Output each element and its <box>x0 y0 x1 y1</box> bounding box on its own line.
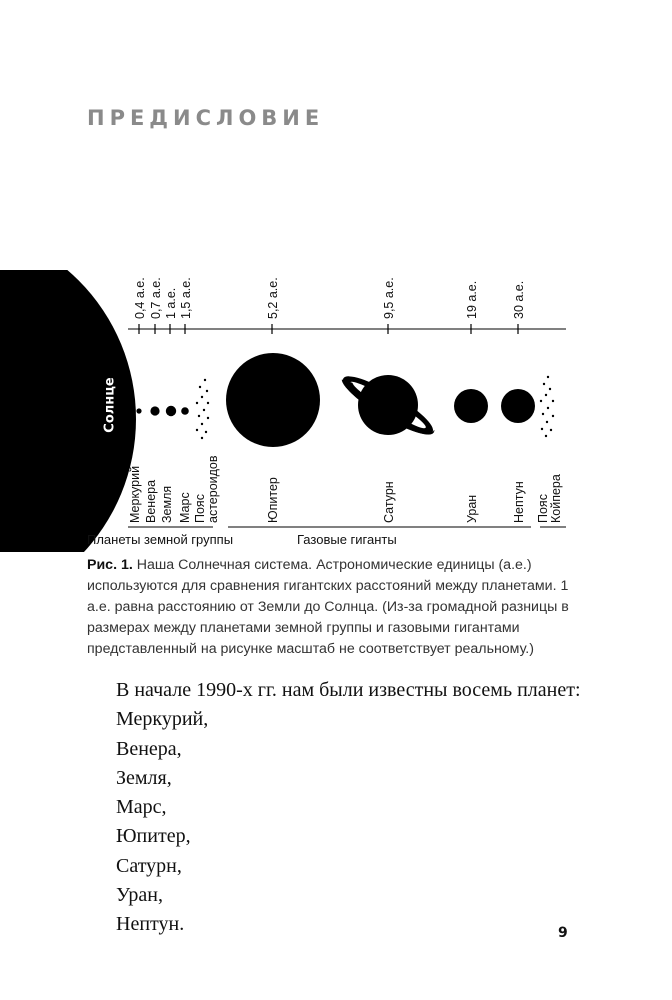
caption-text: Наша Солнечная система. Астрономические единицы (а.е.) используются для сравнения гигантских расстояний между планетами. 1 а.е. равна расстоянию от Земли до Солнца. (Из-за громадной разницы в размерах между планетами земной группы и газовыми гигантами представленный на рисунке масштаб не соответствует реальному.) <box>87 557 569 657</box>
kuiper-belt-label: Койпера <box>549 474 563 523</box>
body-line: Юпитер, <box>116 825 191 848</box>
distance-label: 5,2 а.е. <box>266 277 280 319</box>
distance-label: 30 а.е. <box>512 280 526 319</box>
distance-label: 1 а.е. <box>164 287 178 319</box>
asteroid-belt-label: астероидов <box>206 455 220 523</box>
terrestrial-group-label: Планеты земной группы <box>87 532 234 547</box>
body-label-jupiter: Юпитер <box>266 477 280 523</box>
kuiper-belt-shape <box>540 376 554 437</box>
body-label-venus: Венера <box>144 479 158 523</box>
body-line: Нептун. <box>116 913 185 936</box>
chapter-heading: ПРЕДИСЛОВИЕ <box>87 106 325 130</box>
body-label-mars: Марс <box>178 492 192 523</box>
body-line: Земля, <box>116 766 172 789</box>
body-label-earth: Земля <box>160 485 174 523</box>
figure-caption <box>87 555 587 660</box>
distance-label: 19 а.е. <box>465 280 479 319</box>
body-label-kuiper-belt <box>536 474 563 523</box>
mercury-shape <box>136 408 141 413</box>
body-label-mercury: Меркурий <box>128 465 142 523</box>
body-line: Меркурий, <box>116 708 209 731</box>
giants-group-label: Газовые гиганты <box>297 532 397 547</box>
body-line: В начале 1990-х гг. нам были известны восемь планет: <box>116 679 581 701</box>
sun-label: Солнце <box>102 377 118 433</box>
page-number: 9 <box>558 925 568 941</box>
body-line: Марс, <box>116 796 167 819</box>
caption-label: Рис. 1. <box>87 557 133 573</box>
mars-shape <box>181 407 189 415</box>
uranus-shape <box>454 389 488 423</box>
body-line: Венера, <box>116 737 182 760</box>
asteroid-belt-label: Пояс <box>193 494 207 523</box>
venus-shape <box>150 406 159 415</box>
saturn-shape <box>337 368 439 442</box>
jupiter-shape <box>226 353 320 447</box>
body-text <box>116 676 581 940</box>
neptune-shape <box>501 389 535 423</box>
distance-label: 9,5 а.е. <box>382 277 396 319</box>
body-label-asteroid-belt <box>193 455 220 523</box>
body-label-uranus: Уран <box>465 494 479 523</box>
body-line: Уран, <box>116 884 163 907</box>
distance-label: 1,5 а.е. <box>179 277 193 319</box>
distance-label: 0,7 а.е. <box>149 277 163 319</box>
asteroid-belt-shape <box>196 379 209 439</box>
distance-label: 0,4 а.е. <box>133 277 147 319</box>
earth-shape <box>166 406 176 416</box>
body-line: Сатурн, <box>116 854 182 877</box>
body-label-neptune: Нептун <box>512 481 526 523</box>
body-label-saturn: Сатурн <box>382 481 396 523</box>
kuiper-belt-label: Пояс <box>536 494 550 523</box>
